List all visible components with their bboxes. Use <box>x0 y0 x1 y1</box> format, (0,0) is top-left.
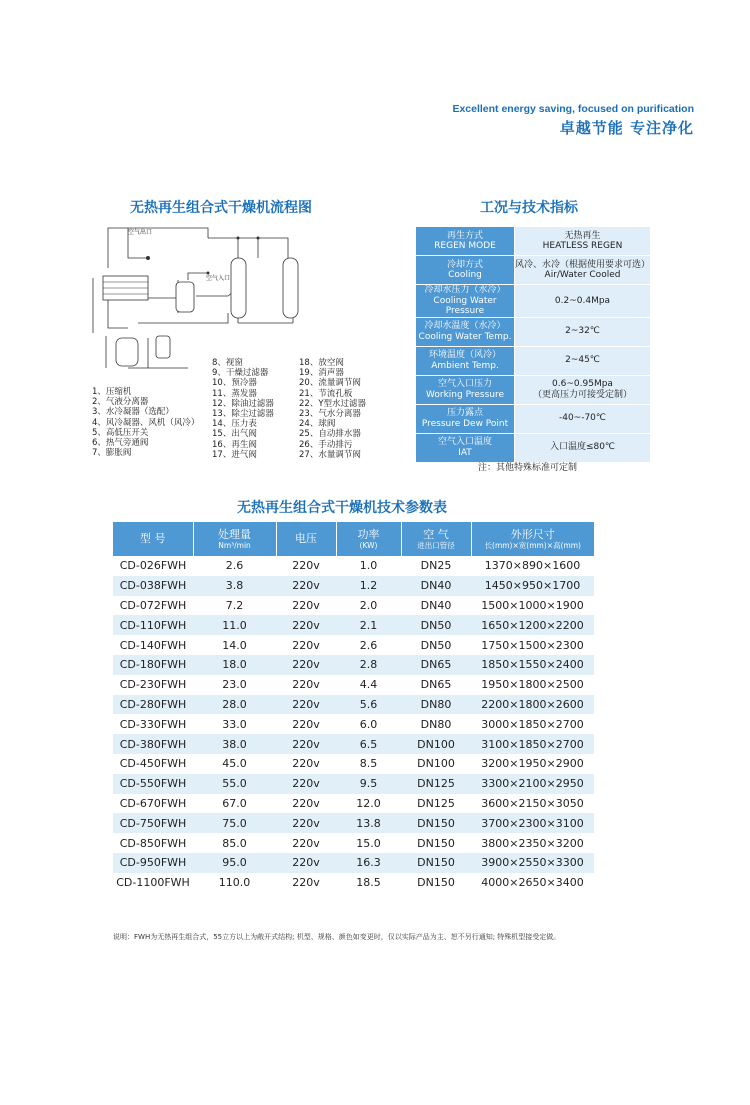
legend-item: 22、Y型水过滤器 <box>299 398 367 409</box>
table-cell: DN65 <box>401 675 471 695</box>
condition-key-en: IAT <box>458 447 472 458</box>
table-cell: 220v <box>276 556 336 576</box>
table-cell: CD-1100FWH <box>113 873 193 893</box>
table-cell: 95.0 <box>193 853 276 873</box>
legend-item: 17、进气阀 <box>212 449 257 460</box>
table-cell: 6.5 <box>336 734 401 754</box>
table-cell: 15.0 <box>336 833 401 853</box>
table-cell: 2200×1800×2600 <box>471 695 594 715</box>
legend-item: 13、除尘过滤器 <box>212 408 274 419</box>
table-row <box>113 655 594 675</box>
inlet-label: 空气入口 <box>206 275 231 282</box>
table-row <box>113 635 594 655</box>
table-cell: CD-180FWH <box>113 655 193 675</box>
table-cell: 7.2 <box>193 596 276 616</box>
legend-item: 12、除油过滤器 <box>212 398 274 409</box>
table-cell: 220v <box>276 734 336 754</box>
params-table <box>113 522 594 893</box>
table-cell: DN100 <box>401 734 471 754</box>
table-cell: 4000×2650×3400 <box>471 873 594 893</box>
flow-diagram-title: 无热再生组合式干燥机流程图 <box>130 200 312 216</box>
condition-key: 冷却水温度（水冷） <box>424 321 506 331</box>
table-cell: DN40 <box>401 576 471 596</box>
table-cell: 220v <box>276 853 336 873</box>
table-cell: 23.0 <box>193 675 276 695</box>
legend-item: 25、自动排水器 <box>299 429 361 440</box>
table-cell: 1.2 <box>336 576 401 596</box>
legend-item: 24、球阀 <box>299 419 336 430</box>
legend-item: 26、手动排污 <box>299 439 353 450</box>
table-cell: 3000×1850×2700 <box>471 714 594 734</box>
table-cell: CD-026FWH <box>113 556 193 576</box>
table-cell: 220v <box>276 754 336 774</box>
table-cell: CD-330FWH <box>113 714 193 734</box>
tagline-english: Excellent energy saving, focused on purification <box>452 103 694 115</box>
table-cell: CD-038FWH <box>113 576 193 596</box>
table-cell: 1850×1550×2400 <box>471 655 594 675</box>
table-cell: 16.3 <box>336 853 401 873</box>
table-cell: 3200×1950×2900 <box>471 754 594 774</box>
table-cell: 220v <box>276 833 336 853</box>
condition-value: 0.6~0.95Mpa <box>552 379 613 389</box>
table-cell: CD-550FWH <box>113 774 193 794</box>
condition-value: 0.2~0.4Mpa <box>554 295 611 306</box>
table-cell: CD-380FWH <box>113 734 193 754</box>
table-cell: DN25 <box>401 556 471 576</box>
table-cell: 6.0 <box>336 714 401 734</box>
table-cell: CD-072FWH <box>113 596 193 616</box>
table-cell: CD-140FWH <box>113 635 193 655</box>
legend-item: 14、压力表 <box>212 419 257 430</box>
table-row <box>113 754 594 774</box>
legend-column-2 <box>212 358 274 460</box>
header-power: 功率 (KW) <box>336 522 401 556</box>
legend-item: 11、蒸发器 <box>212 388 257 399</box>
table-cell: 220v <box>276 615 336 635</box>
conditions-row <box>416 375 651 404</box>
condition-key-en: Cooling Water Temp. <box>418 331 512 342</box>
table-cell: DN40 <box>401 596 471 616</box>
header-capacity: 处理量 Nm³/min <box>193 522 276 556</box>
legend-item: 8、视窗 <box>212 358 243 368</box>
table-cell: 3600×2150×3050 <box>471 794 594 814</box>
table-cell: 1450×950×1700 <box>471 576 594 596</box>
table-cell: DN150 <box>401 833 471 853</box>
legend-item: 7、膨胀阀 <box>92 448 132 459</box>
footnote: 说明：FWH为无热再生组合式，55立方以上为敞开式结构; 机型、规格、颜色如变更时，仅以实际产品为主、恕不另行通知; 特殊机型接受定做。 <box>113 933 561 941</box>
table-cell: 220v <box>276 635 336 655</box>
table-cell: 4.4 <box>336 675 401 695</box>
table-cell: 75.0 <box>193 813 276 833</box>
table-row <box>113 695 594 715</box>
legend-item: 6、热气旁通阀 <box>92 437 149 448</box>
legend-item: 10、预冷器 <box>212 378 257 389</box>
condition-key: 环境温度（风冷） <box>428 350 501 360</box>
table-cell: CD-110FWH <box>113 615 193 635</box>
condition-value-en: （更高压力可接受定制） <box>532 389 632 400</box>
condition-key: 空气入口温度 <box>437 437 492 447</box>
condition-key: 再生方式 <box>446 230 483 241</box>
table-cell: 220v <box>276 695 336 715</box>
flow-schematic <box>88 218 328 398</box>
table-cell: 13.8 <box>336 813 401 833</box>
params-header-row <box>113 522 594 556</box>
conditions-table <box>415 226 651 463</box>
table-cell: 3800×2350×3200 <box>471 833 594 853</box>
table-cell: 2.0 <box>336 596 401 616</box>
header-pipe: 空 气 进出口管径 <box>401 522 471 556</box>
condition-value-en: Air/Water Cooled <box>544 270 621 280</box>
table-cell: 18.0 <box>193 655 276 675</box>
table-cell: 3300×2100×2950 <box>471 774 594 794</box>
table-cell: 1750×1500×2300 <box>471 635 594 655</box>
legend-item: 20、流量调节阀 <box>299 378 361 389</box>
outlet-label: 空气出口 <box>128 229 153 236</box>
table-cell: 220v <box>276 714 336 734</box>
table-cell: CD-670FWH <box>113 794 193 814</box>
condition-key-en: REGEN MODE <box>434 241 496 251</box>
table-row <box>113 596 594 616</box>
condition-key-en: Pressure Dew Point <box>421 418 509 429</box>
table-cell: 3700×2300×3100 <box>471 813 594 833</box>
table-cell: DN150 <box>401 853 471 873</box>
condition-value: 风冷、水冷（根据使用要求可选） <box>515 259 651 270</box>
table-cell: DN50 <box>401 635 471 655</box>
condition-key-en: Cooling Water Pressure <box>433 295 497 316</box>
conditions-row <box>416 227 651 256</box>
table-cell: CD-450FWH <box>113 754 193 774</box>
table-row <box>113 774 594 794</box>
table-cell: 2.6 <box>193 556 276 576</box>
condition-key-en: Ambient Temp. <box>431 360 499 371</box>
table-cell: 2.8 <box>336 655 401 675</box>
table-cell: 14.0 <box>193 635 276 655</box>
table-cell: DN80 <box>401 695 471 715</box>
table-cell: 220v <box>276 873 336 893</box>
legend-item: 3、水冷凝器（选配） <box>92 407 174 418</box>
table-cell: 220v <box>276 813 336 833</box>
table-cell: 3100×1850×2700 <box>471 734 594 754</box>
table-cell: CD-950FWH <box>113 853 193 873</box>
table-cell: DN125 <box>401 794 471 814</box>
table-cell: 85.0 <box>193 833 276 853</box>
table-cell: 28.0 <box>193 695 276 715</box>
table-cell: 220v <box>276 596 336 616</box>
table-cell: 220v <box>276 794 336 814</box>
table-row <box>113 615 594 635</box>
table-row <box>113 734 594 754</box>
table-row <box>113 714 594 734</box>
legend-item: 2、气液分离器 <box>92 397 149 408</box>
header-voltage: 电压 <box>276 522 336 556</box>
table-cell: 1950×1800×2500 <box>471 675 594 695</box>
condition-key-en: Working Pressure <box>426 389 504 400</box>
legend-item: 16、再生阀 <box>212 439 257 450</box>
condition-key-en: Cooling <box>448 270 482 280</box>
conditions-row <box>416 346 651 375</box>
custom-note: 注：其他特殊标准可定制 <box>478 463 578 473</box>
conditions-row <box>416 317 651 346</box>
table-cell: 12.0 <box>336 794 401 814</box>
table-cell: DN100 <box>401 754 471 774</box>
table-cell: 1.0 <box>336 556 401 576</box>
table-cell: 33.0 <box>193 714 276 734</box>
table-cell: 220v <box>276 675 336 695</box>
table-row <box>113 794 594 814</box>
legend-item: 15、出气阀 <box>212 429 257 440</box>
legend-item: 19、消声器 <box>299 368 344 379</box>
table-cell: DN125 <box>401 774 471 794</box>
condition-value: -40~-70℃ <box>558 413 607 424</box>
table-row <box>113 873 594 893</box>
table-cell: 45.0 <box>193 754 276 774</box>
table-cell: DN150 <box>401 873 471 893</box>
table-cell: DN65 <box>401 655 471 675</box>
conditions-row <box>416 285 651 318</box>
table-cell: 220v <box>276 576 336 596</box>
condition-value: 2~32℃ <box>565 326 600 337</box>
condition-value: 2~45℃ <box>565 355 600 366</box>
table-cell: DN50 <box>401 615 471 635</box>
condition-key: 压力露点 <box>446 408 483 418</box>
table-cell: 220v <box>276 774 336 794</box>
table-row <box>113 675 594 695</box>
conditions-row <box>416 256 651 285</box>
table-cell: 2.1 <box>336 615 401 635</box>
table-cell: 1500×1000×1900 <box>471 596 594 616</box>
conditions-title: 工况与技术指标 <box>480 200 578 216</box>
table-row <box>113 853 594 873</box>
header-dimensions: 外形尺寸 长(mm)×宽(mm)×高(mm) <box>471 522 594 556</box>
legend-column-3 <box>299 358 366 460</box>
table-cell: 220v <box>276 655 336 675</box>
tagline-chinese: 卓越节能 专注净化 <box>559 119 694 137</box>
table-cell: 8.5 <box>336 754 401 774</box>
legend-item: 21、节流孔板 <box>299 388 353 399</box>
table-cell: 3900×2550×3300 <box>471 853 594 873</box>
condition-key: 空气入口压力 <box>437 379 492 389</box>
condition-value: 入口温度≤80℃ <box>549 442 616 453</box>
table-cell: 55.0 <box>193 774 276 794</box>
table-cell: DN150 <box>401 813 471 833</box>
table-row <box>113 813 594 833</box>
table-cell: 18.5 <box>336 873 401 893</box>
legend-item: 1、压缩机 <box>92 387 132 397</box>
table-cell: 5.6 <box>336 695 401 715</box>
table-cell: 67.0 <box>193 794 276 814</box>
legend-item: 9、干燥过滤器 <box>212 368 269 379</box>
condition-value: 无热再生 <box>564 230 601 241</box>
legend-item: 18、放空阀 <box>299 358 344 368</box>
table-cell: 1650×1200×2200 <box>471 615 594 635</box>
condition-key: 冷却水压力（水冷） <box>424 285 506 295</box>
table-cell: 9.5 <box>336 774 401 794</box>
legend-column-1 <box>92 387 199 458</box>
header-model: 型 号 <box>113 522 193 556</box>
table-cell: 38.0 <box>193 734 276 754</box>
table-cell: CD-230FWH <box>113 675 193 695</box>
table-cell: DN80 <box>401 714 471 734</box>
table-row <box>113 833 594 853</box>
legend-item: 4、风冷凝器、风机（风冷） <box>92 417 200 428</box>
conditions-row <box>416 404 651 433</box>
legend-item: 23、气水分离器 <box>299 408 361 419</box>
table-cell: 110.0 <box>193 873 276 893</box>
table-row <box>113 576 594 596</box>
table-cell: CD-280FWH <box>113 695 193 715</box>
condition-value-en: HEATLESS REGEN <box>542 241 623 251</box>
conditions-row <box>416 433 651 462</box>
table-cell: CD-850FWH <box>113 833 193 853</box>
table-cell: 11.0 <box>193 615 276 635</box>
table-cell: 2.6 <box>336 635 401 655</box>
condition-key: 冷却方式 <box>446 259 483 270</box>
table-cell: 1370×890×1600 <box>471 556 594 576</box>
table-cell: CD-750FWH <box>113 813 193 833</box>
table-row <box>113 556 594 576</box>
legend-item: 27、水量调节阀 <box>299 449 361 460</box>
legend-item: 5、高低压开关 <box>92 427 149 438</box>
table-cell: 3.8 <box>193 576 276 596</box>
params-title: 无热再生组合式干燥机技术参数表 <box>237 500 447 516</box>
